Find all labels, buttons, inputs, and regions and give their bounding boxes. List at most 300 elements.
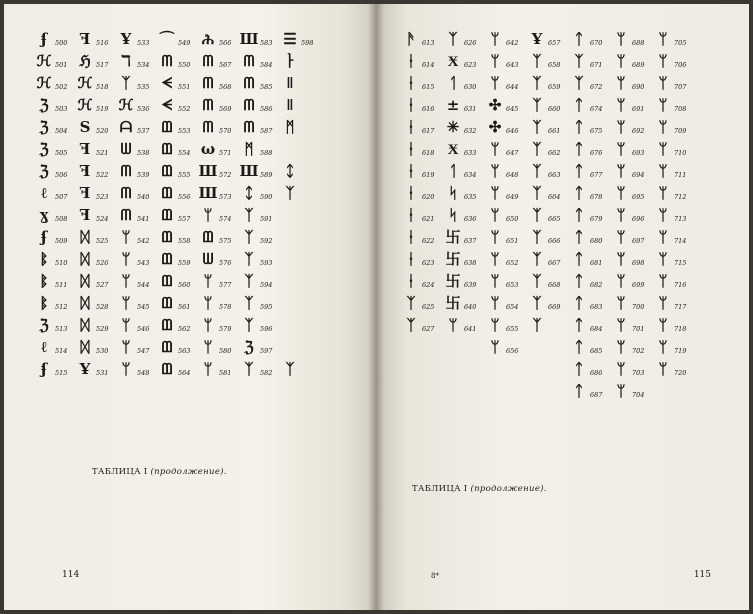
glyph-number: 643 bbox=[506, 61, 519, 69]
glyph-sign: ᛘ bbox=[203, 294, 213, 312]
glyph-entry bbox=[569, 158, 611, 180]
glyph-sign: ᗰ bbox=[161, 52, 173, 70]
page-number-left: 114 bbox=[62, 570, 80, 580]
glyph-entry bbox=[321, 136, 362, 158]
glyph-entry bbox=[569, 334, 611, 356]
glyph-entry bbox=[611, 224, 653, 246]
glyph-entry bbox=[280, 312, 321, 334]
glyph-sign: ᛨ bbox=[285, 162, 295, 180]
glyph-sign: ᛏ bbox=[574, 250, 584, 268]
glyph-sign: ᛘ bbox=[616, 272, 626, 290]
glyph-number: 669 bbox=[548, 303, 561, 311]
glyph-sign: ᛉ bbox=[244, 206, 254, 224]
glyph-entry bbox=[611, 246, 653, 268]
glyph-entry bbox=[75, 334, 116, 356]
glyph-sign: ᛋ bbox=[448, 206, 458, 224]
glyph-sign: ℨ bbox=[39, 140, 49, 158]
glyph-sign: ʄ bbox=[40, 228, 48, 246]
glyph-number: 708 bbox=[674, 105, 687, 113]
glyph-entry bbox=[116, 180, 157, 202]
glyph-sign: ᗶ bbox=[161, 360, 173, 378]
glyph-entry bbox=[485, 114, 527, 136]
glyph-entry bbox=[34, 334, 75, 356]
glyph-entry bbox=[239, 92, 280, 114]
book-gutter bbox=[368, 4, 384, 610]
signature-mark: 8* bbox=[431, 572, 439, 580]
glyph-entry bbox=[198, 26, 239, 48]
glyph-entry bbox=[280, 224, 321, 246]
glyph-number: 694 bbox=[632, 171, 645, 179]
glyph-number: 583 bbox=[260, 39, 273, 47]
glyph-number: 526 bbox=[96, 259, 109, 267]
glyph-entry bbox=[527, 334, 569, 356]
glyph-number: 687 bbox=[590, 391, 603, 399]
glyph-number: 671 bbox=[590, 61, 603, 69]
glyph-number: 575 bbox=[219, 237, 232, 245]
glyph-number: 691 bbox=[632, 105, 645, 113]
glyph-number: 581 bbox=[219, 369, 232, 377]
glyph-sign: ᛏ bbox=[574, 96, 584, 114]
glyph-number: 620 bbox=[422, 193, 435, 201]
glyph-sign: ᛗ bbox=[244, 140, 254, 158]
glyph-number: 520 bbox=[96, 127, 109, 135]
glyph-entry bbox=[321, 290, 362, 312]
glyph-number: 613 bbox=[422, 39, 435, 47]
glyph-entry bbox=[401, 48, 443, 70]
glyph-number: 573 bbox=[219, 193, 232, 201]
glyph-number: 677 bbox=[590, 171, 603, 179]
glyph-number: 647 bbox=[506, 149, 519, 157]
glyph-number: 672 bbox=[590, 83, 603, 91]
glyph-number: 512 bbox=[55, 303, 68, 311]
glyph-number: 631 bbox=[464, 105, 477, 113]
glyph-entry bbox=[611, 268, 653, 290]
table-caption-right bbox=[412, 484, 547, 494]
glyph-entry bbox=[653, 312, 695, 334]
glyph-number: 685 bbox=[590, 347, 603, 355]
glyph-sign: ᛉ bbox=[244, 228, 254, 246]
glyph-number: 641 bbox=[464, 325, 477, 333]
glyph-sign: ℨ bbox=[39, 96, 49, 114]
glyph-sign: ᛂ bbox=[406, 52, 416, 70]
glyph-number: 656 bbox=[506, 347, 519, 355]
glyph-sign: ᛞ bbox=[80, 272, 90, 290]
glyph-number: 642 bbox=[506, 39, 519, 47]
glyph-entry bbox=[485, 26, 527, 48]
glyph-entry bbox=[611, 202, 653, 224]
glyph-entry bbox=[527, 290, 569, 312]
glyph-entry bbox=[527, 202, 569, 224]
glyph-number: 653 bbox=[506, 281, 519, 289]
glyph-number: 585 bbox=[260, 83, 273, 91]
page-number-right: 115 bbox=[693, 570, 711, 580]
glyph-entry bbox=[280, 70, 321, 92]
glyph-sign: ᛏ bbox=[574, 228, 584, 246]
glyph-entry bbox=[653, 378, 695, 400]
glyph-sign: ᛘ bbox=[203, 272, 213, 290]
glyph-entry bbox=[280, 334, 321, 356]
glyph-entry bbox=[321, 312, 362, 334]
glyph-sign: ᛏ bbox=[574, 206, 584, 224]
glyph-entry bbox=[239, 48, 280, 70]
glyph-sign: ᛘ bbox=[490, 294, 500, 312]
glyph-entry bbox=[653, 180, 695, 202]
glyph-sign: ᛘ bbox=[658, 162, 668, 180]
glyph-sign: ᚫ bbox=[406, 30, 416, 48]
glyph-sign: ℋ bbox=[77, 74, 93, 92]
glyph-entry bbox=[653, 48, 695, 70]
glyph-sign: ᛘ bbox=[616, 338, 626, 356]
glyph-sign: ᛘ bbox=[616, 52, 626, 70]
glyph-number: 634 bbox=[464, 171, 477, 179]
glyph-number: 537 bbox=[137, 127, 150, 135]
glyph-entry bbox=[653, 114, 695, 136]
glyph-entry bbox=[280, 202, 321, 224]
glyph-number: 504 bbox=[55, 127, 68, 135]
glyph-sign: ᛗ bbox=[285, 118, 295, 136]
glyph-entry bbox=[239, 180, 280, 202]
glyph-entry bbox=[443, 290, 485, 312]
glyph-number: 571 bbox=[219, 149, 232, 157]
glyph-number: 527 bbox=[96, 281, 109, 289]
glyph-sign: ᛘ bbox=[658, 184, 668, 202]
glyph-entry bbox=[75, 312, 116, 334]
glyph-entry bbox=[485, 290, 527, 312]
glyph-number: 589 bbox=[260, 171, 273, 179]
glyph-entry bbox=[527, 158, 569, 180]
glyph-entry bbox=[443, 26, 485, 48]
glyph-sign: ᛉ bbox=[532, 206, 542, 224]
glyph-sign: ᛘ bbox=[616, 316, 626, 334]
glyph-entry bbox=[157, 114, 198, 136]
glyph-number: 683 bbox=[590, 303, 603, 311]
glyph-number: 664 bbox=[548, 193, 561, 201]
glyph-entry bbox=[198, 268, 239, 290]
right-page bbox=[376, 4, 749, 610]
glyph-entry bbox=[443, 114, 485, 136]
glyph-sign: ᛘ bbox=[490, 338, 500, 356]
glyph-entry bbox=[157, 356, 198, 378]
glyph-entry bbox=[198, 158, 239, 180]
glyph-entry bbox=[157, 26, 198, 48]
glyph-sign: ᛘ bbox=[490, 228, 500, 246]
glyph-sign: ᛏ bbox=[574, 272, 584, 290]
glyph-number: 619 bbox=[422, 171, 435, 179]
glyph-number: 556 bbox=[178, 193, 191, 201]
glyph-entry bbox=[239, 136, 280, 158]
glyph-number: 623 bbox=[422, 259, 435, 267]
glyph-entry bbox=[695, 290, 737, 312]
glyph-entry bbox=[280, 180, 321, 202]
glyph-entry bbox=[239, 312, 280, 334]
glyph-number: 586 bbox=[260, 105, 273, 113]
glyph-number: 576 bbox=[219, 259, 232, 267]
glyph-sign: ᛉ bbox=[244, 360, 254, 378]
glyph-entry bbox=[280, 26, 321, 48]
glyph-sign: ᛂ bbox=[406, 228, 416, 246]
glyph-number: 676 bbox=[590, 149, 603, 157]
glyph-number: 536 bbox=[137, 105, 150, 113]
glyph-entry bbox=[485, 180, 527, 202]
glyph-sign: ✣ bbox=[488, 96, 502, 114]
glyph-sign: ℸ bbox=[121, 52, 131, 70]
glyph-entry bbox=[695, 92, 737, 114]
glyph-sign: ᗶ bbox=[161, 316, 173, 334]
glyph-number: 704 bbox=[632, 391, 645, 399]
glyph-sign: ᛂ bbox=[406, 272, 416, 290]
glyph-sign: ᗩ bbox=[119, 118, 133, 136]
glyph-entry bbox=[443, 378, 485, 400]
glyph-number: 682 bbox=[590, 281, 603, 289]
glyph-entry bbox=[401, 114, 443, 136]
glyph-entry bbox=[116, 356, 157, 378]
glyph-sign: ᛉ bbox=[532, 250, 542, 268]
glyph-number: 564 bbox=[178, 369, 191, 377]
glyph-entry bbox=[157, 246, 198, 268]
glyph-sign: ᛐ bbox=[448, 74, 458, 92]
glyph-entry bbox=[157, 312, 198, 334]
glyph-number: 543 bbox=[137, 259, 150, 267]
glyph-number: 598 bbox=[301, 39, 314, 47]
glyph-number: 541 bbox=[137, 215, 150, 223]
glyph-number: 569 bbox=[219, 105, 232, 113]
glyph-entry bbox=[280, 158, 321, 180]
glyph-sign: Ш bbox=[239, 162, 259, 180]
glyph-entry bbox=[485, 224, 527, 246]
glyph-number: 709 bbox=[674, 127, 687, 135]
glyph-number: 670 bbox=[590, 39, 603, 47]
glyph-entry bbox=[321, 158, 362, 180]
glyph-sign: Ӿ bbox=[447, 140, 459, 158]
glyph-sign: ᛘ bbox=[490, 140, 500, 158]
glyph-entry bbox=[116, 202, 157, 224]
glyph-sign: ᛘ bbox=[616, 74, 626, 92]
glyph-sign: ᛘ bbox=[121, 250, 131, 268]
glyph-sign: ℋ bbox=[118, 96, 134, 114]
glyph-entry bbox=[527, 136, 569, 158]
glyph-entry bbox=[695, 136, 737, 158]
glyph-number: 658 bbox=[548, 61, 561, 69]
glyph-sign: ᛂ bbox=[406, 250, 416, 268]
glyph-sign: ᗰ bbox=[243, 96, 255, 114]
glyph-number: 659 bbox=[548, 83, 561, 91]
glyph-number: 538 bbox=[137, 149, 150, 157]
glyph-sign: ᛘ bbox=[616, 118, 626, 136]
glyph-number: 703 bbox=[632, 369, 645, 377]
glyph-sign: ᛘ bbox=[616, 30, 626, 48]
glyph-number: 666 bbox=[548, 237, 561, 245]
glyph-number: 525 bbox=[96, 237, 109, 245]
glyph-entry bbox=[527, 114, 569, 136]
glyph-number: 522 bbox=[96, 171, 109, 179]
glyph-sign: ᛏ bbox=[574, 162, 584, 180]
glyph-entry bbox=[485, 356, 527, 378]
glyph-number: 545 bbox=[137, 303, 150, 311]
glyph-number: 510 bbox=[55, 259, 68, 267]
glyph-sign: ᛘ bbox=[121, 228, 131, 246]
glyph-number: 633 bbox=[464, 149, 477, 157]
glyph-number: 509 bbox=[55, 237, 68, 245]
glyph-number: 562 bbox=[178, 325, 191, 333]
glyph-entry bbox=[280, 92, 321, 114]
glyph-sign: ᛂ bbox=[406, 140, 416, 158]
glyph-number: 591 bbox=[260, 215, 273, 223]
glyph-sign: ᛉ bbox=[406, 316, 416, 334]
glyph-entry bbox=[443, 334, 485, 356]
glyph-entry bbox=[239, 356, 280, 378]
glyph-entry bbox=[75, 92, 116, 114]
glyph-sign: ℋ bbox=[36, 52, 52, 70]
glyph-entry bbox=[116, 268, 157, 290]
glyph-number: 624 bbox=[422, 281, 435, 289]
glyph-number: 567 bbox=[219, 61, 232, 69]
glyph-number: 651 bbox=[506, 237, 519, 245]
glyph-sign: ᛘ bbox=[490, 52, 500, 70]
glyph-entry bbox=[527, 312, 569, 334]
glyph-entry bbox=[198, 70, 239, 92]
glyph-entry bbox=[401, 268, 443, 290]
glyph-number: 596 bbox=[260, 325, 273, 333]
glyph-number: 530 bbox=[96, 347, 109, 355]
glyph-sign: ᛘ bbox=[658, 316, 668, 334]
glyph-entry bbox=[443, 158, 485, 180]
glyph-number: 674 bbox=[590, 105, 603, 113]
glyph-number: 505 bbox=[55, 149, 68, 157]
glyph-sign: ✣ bbox=[488, 118, 502, 136]
glyph-entry bbox=[34, 92, 75, 114]
glyph-entry bbox=[34, 26, 75, 48]
glyph-entry bbox=[569, 114, 611, 136]
glyph-number: 539 bbox=[137, 171, 150, 179]
glyph-number: 652 bbox=[506, 259, 519, 267]
glyph-sign: ǁ bbox=[286, 96, 294, 114]
glyph-entry bbox=[611, 378, 653, 400]
glyph-number: 718 bbox=[674, 325, 687, 333]
glyph-entry bbox=[116, 312, 157, 334]
glyph-number: 657 bbox=[548, 39, 561, 47]
glyph-entry bbox=[695, 26, 737, 48]
glyph-number: 710 bbox=[674, 149, 687, 157]
glyph-number: 540 bbox=[137, 193, 150, 201]
glyph-entry bbox=[611, 180, 653, 202]
glyph-number: 698 bbox=[632, 259, 645, 267]
glyph-sign: ʄ bbox=[40, 30, 48, 48]
glyph-entry bbox=[611, 114, 653, 136]
glyph-number: 681 bbox=[590, 259, 603, 267]
glyph-number: 661 bbox=[548, 127, 561, 135]
glyph-entry bbox=[280, 246, 321, 268]
glyph-number: 630 bbox=[464, 83, 477, 91]
glyph-sign: ᛐ bbox=[448, 162, 458, 180]
glyph-entry bbox=[569, 312, 611, 334]
glyph-entry bbox=[321, 70, 362, 92]
glyph-entry bbox=[443, 136, 485, 158]
glyph-entry bbox=[485, 70, 527, 92]
glyph-number: 655 bbox=[506, 325, 519, 333]
glyph-number: 660 bbox=[548, 105, 561, 113]
glyph-number: 552 bbox=[178, 105, 191, 113]
glyph-sign: ꟻ bbox=[79, 140, 91, 158]
glyph-sign: ᛘ bbox=[203, 360, 213, 378]
glyph-entry bbox=[569, 48, 611, 70]
glyph-entry bbox=[239, 70, 280, 92]
glyph-entry bbox=[695, 378, 737, 400]
glyph-entry bbox=[443, 48, 485, 70]
glyph-sign: ᛉ bbox=[532, 52, 542, 70]
glyph-sign: ᛉ bbox=[574, 52, 584, 70]
glyph-number: 590 bbox=[260, 193, 273, 201]
glyph-entry bbox=[157, 136, 198, 158]
glyph-entry bbox=[695, 48, 737, 70]
glyph-sign: 卐 bbox=[445, 250, 461, 268]
glyph-entry bbox=[527, 92, 569, 114]
glyph-entry bbox=[653, 202, 695, 224]
glyph-number: 675 bbox=[590, 127, 603, 135]
glyph-entry bbox=[280, 48, 321, 70]
glyph-number: 517 bbox=[96, 61, 109, 69]
glyph-sign: ᛘ bbox=[490, 272, 500, 290]
glyph-number: 699 bbox=[632, 281, 645, 289]
glyph-sign: ᛉ bbox=[244, 250, 254, 268]
glyph-sign: ᛘ bbox=[658, 338, 668, 356]
glyph-number: 533 bbox=[137, 39, 150, 47]
glyph-sign: ᛘ bbox=[616, 162, 626, 180]
glyph-entry bbox=[280, 268, 321, 290]
glyph-number: 577 bbox=[219, 281, 232, 289]
glyph-sign: ᛔ bbox=[39, 250, 49, 268]
glyph-number: 679 bbox=[590, 215, 603, 223]
glyph-entry bbox=[157, 290, 198, 312]
glyph-sign: ᗰ bbox=[202, 74, 214, 92]
glyph-number: 693 bbox=[632, 149, 645, 157]
glyph-number: 557 bbox=[178, 215, 191, 223]
glyph-sign: ㅏ bbox=[282, 52, 298, 70]
glyph-sign: ᛘ bbox=[658, 360, 668, 378]
glyph-entry bbox=[198, 202, 239, 224]
glyph-sign: ᛘ bbox=[203, 316, 213, 334]
glyph-sign: ω bbox=[200, 140, 216, 158]
glyph-entry bbox=[695, 114, 737, 136]
glyph-sign: ᛔ bbox=[39, 272, 49, 290]
glyph-entry bbox=[695, 268, 737, 290]
glyph-entry bbox=[75, 268, 116, 290]
glyph-entry bbox=[485, 246, 527, 268]
glyph-sign: ⌒ bbox=[159, 30, 175, 48]
glyph-sign: ᗰ bbox=[120, 184, 132, 202]
glyph-sign: ᛉ bbox=[532, 272, 542, 290]
glyph-sign: ᛘ bbox=[658, 30, 668, 48]
glyph-number: 502 bbox=[55, 83, 68, 91]
glyph-sign: ᛂ bbox=[406, 96, 416, 114]
glyph-number: 705 bbox=[674, 39, 687, 47]
glyph-number: 584 bbox=[260, 61, 273, 69]
glyph-sign: ᛉ bbox=[574, 74, 584, 92]
glyph-sign: ᛂ bbox=[406, 74, 416, 92]
glyph-sign: ᛂ bbox=[406, 184, 416, 202]
glyph-number: 678 bbox=[590, 193, 603, 201]
glyph-entry bbox=[443, 180, 485, 202]
glyph-sign: ℨ bbox=[39, 118, 49, 136]
glyph-entry bbox=[198, 334, 239, 356]
glyph-sign: ᛘ bbox=[658, 140, 668, 158]
glyph-sign: ᛉ bbox=[532, 96, 542, 114]
glyph-entry bbox=[485, 334, 527, 356]
glyph-entry bbox=[401, 26, 443, 48]
glyph-number: 597 bbox=[260, 347, 273, 355]
glyph-entry bbox=[116, 92, 157, 114]
glyph-entry bbox=[569, 180, 611, 202]
glyph-entry bbox=[198, 136, 239, 158]
